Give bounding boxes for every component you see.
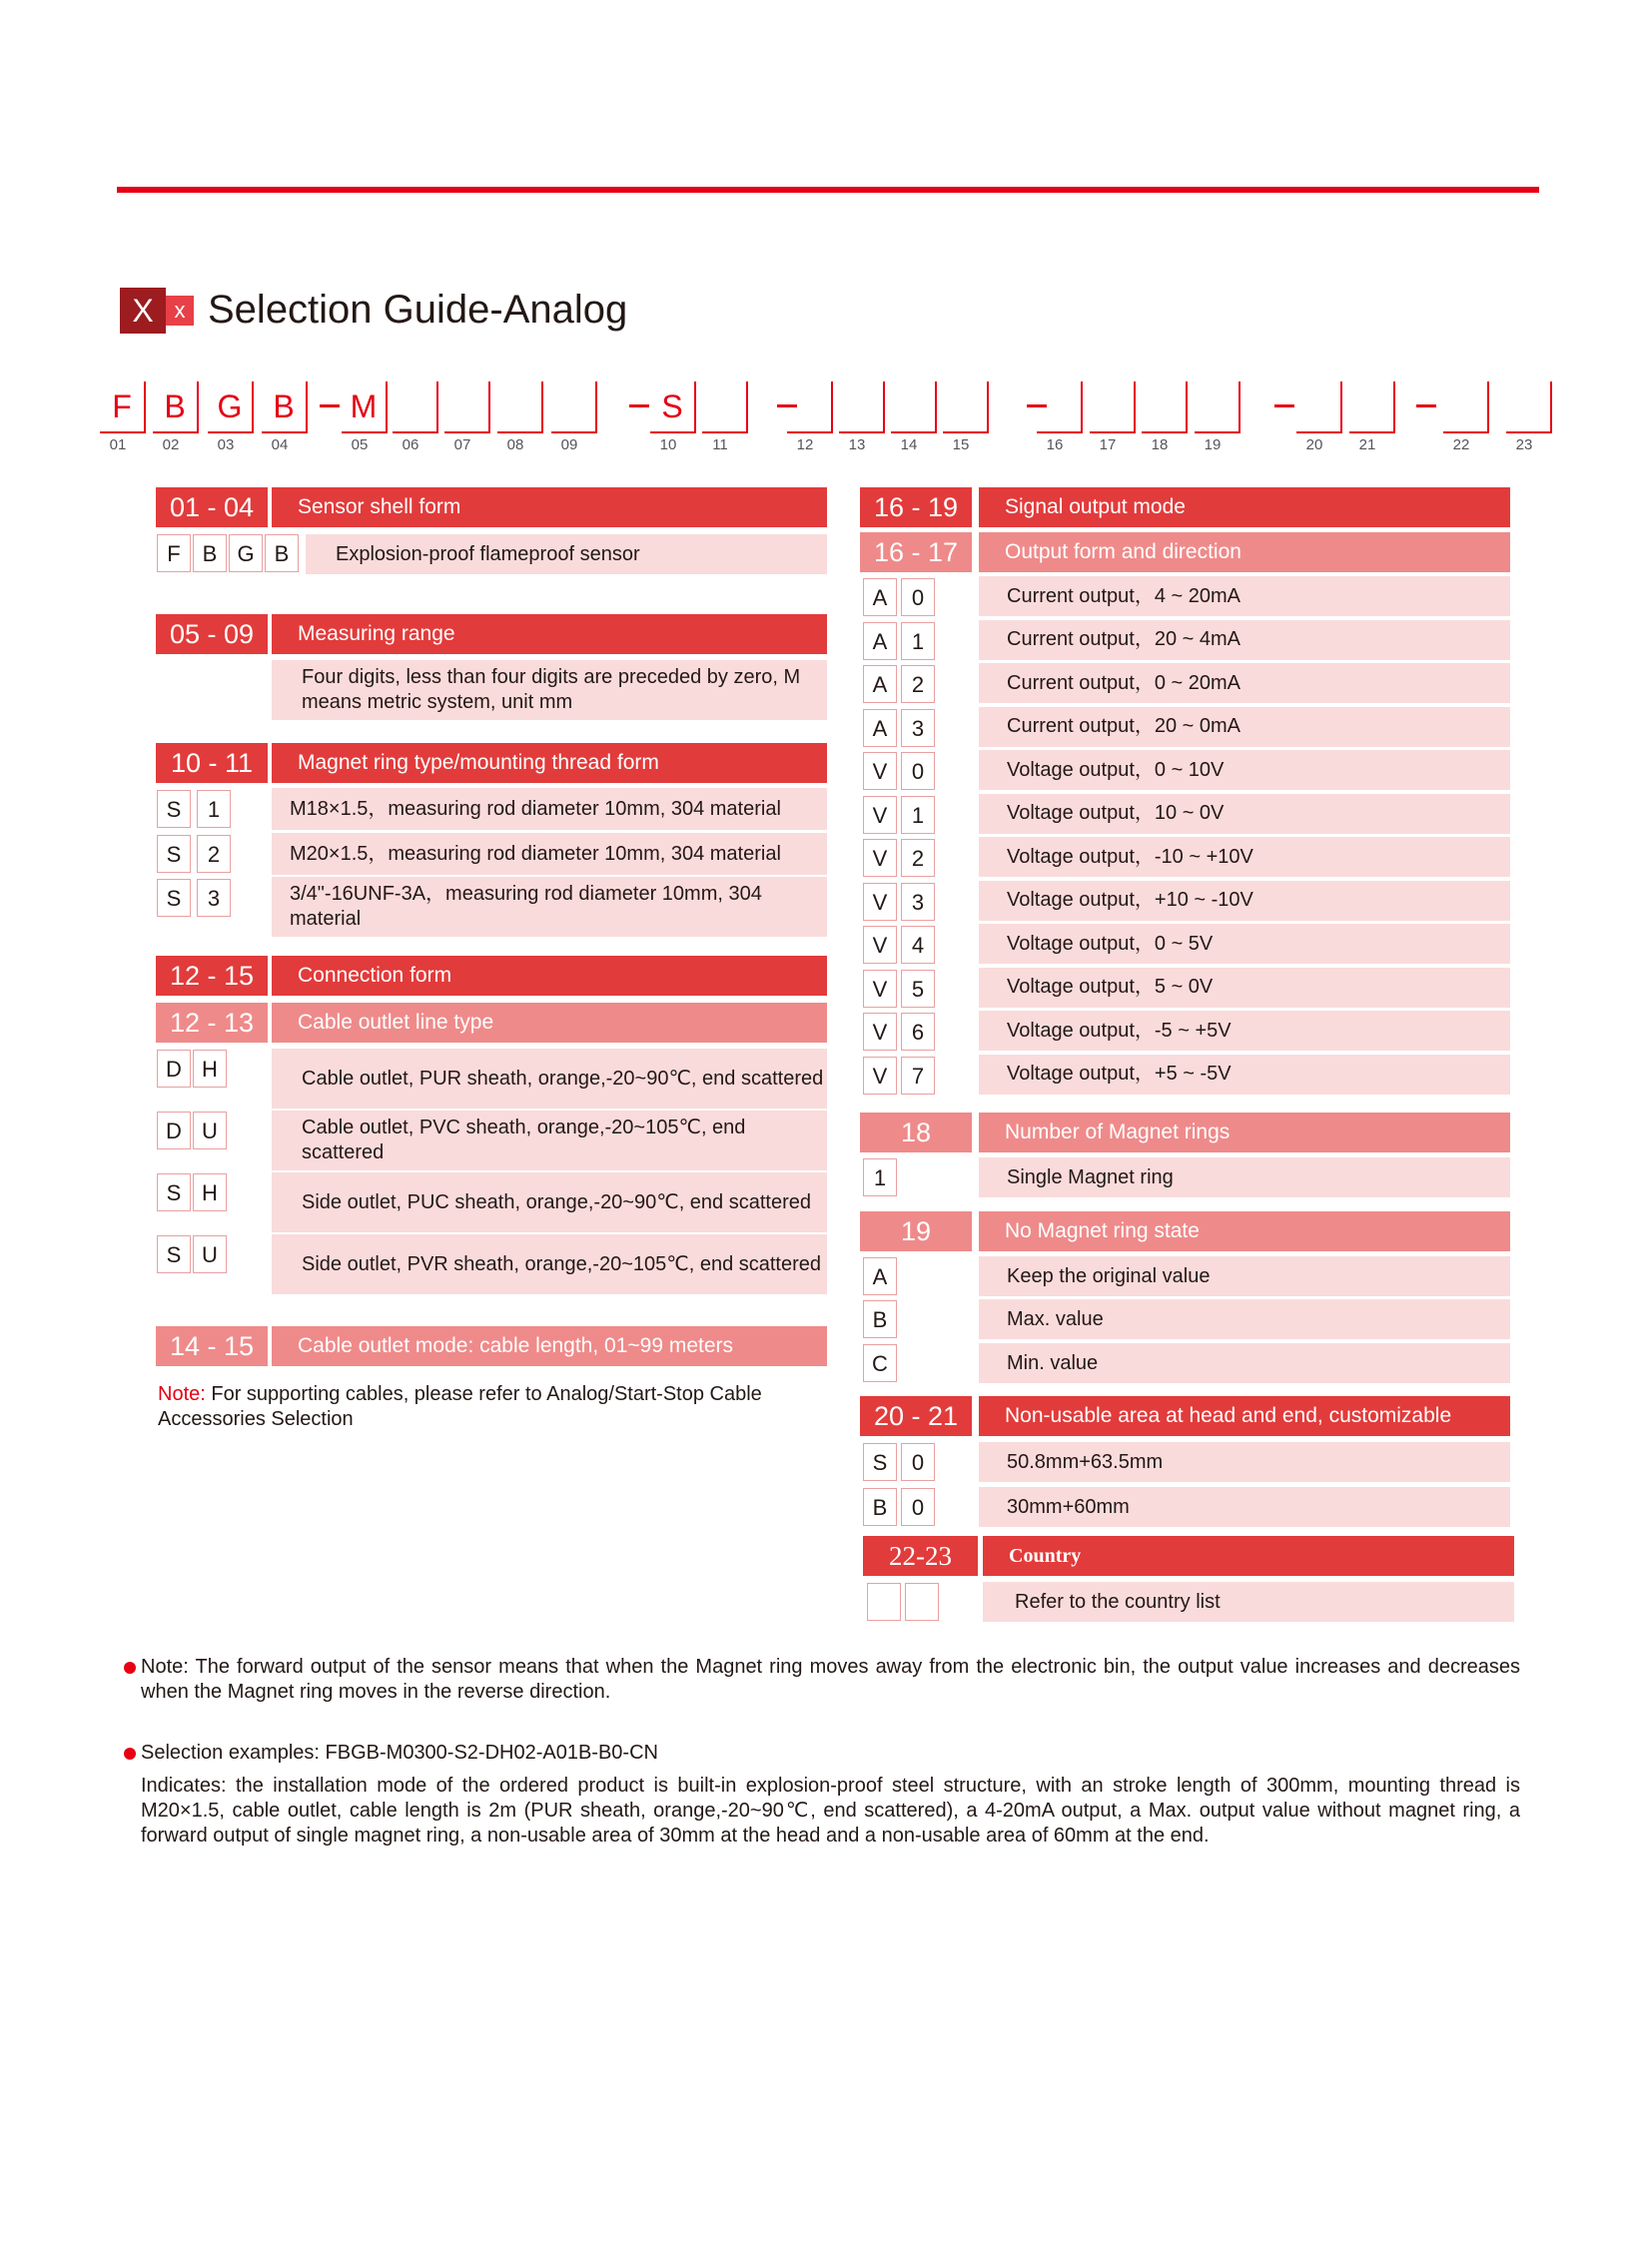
forward-output-note: Note: The forward output of the sensor means that when the Magnet ring moves away from the electronic bin, the output value increases and decreases when the Magnet ring moves in the reverse direction. <box>141 1656 1520 1703</box>
code-position-box <box>444 381 490 433</box>
code-cell: 1 <box>197 790 231 828</box>
code-cell: V <box>863 1057 897 1095</box>
section-title: Non-usable area at head and end, customizable <box>979 1396 1510 1436</box>
code-cell: A <box>863 1257 897 1295</box>
code-cell: S <box>157 879 191 917</box>
code-position-box <box>1037 381 1083 433</box>
code-cell: A <box>863 578 897 616</box>
code-cell: 1 <box>901 622 935 660</box>
code-position-number: 17 <box>1099 436 1117 453</box>
code-cell: 6 <box>901 1013 935 1051</box>
bullet-icon <box>124 1748 136 1760</box>
option-description: Explosion-proof flameproof sensor <box>306 534 827 574</box>
code-cell: U <box>193 1235 227 1273</box>
note-text: For supporting cables, please refer to Analog/Start-Stop Cable Accessories Selection <box>158 1383 762 1430</box>
code-position-number: 22 <box>1452 436 1470 453</box>
code-position-box: F <box>100 381 146 433</box>
section-title: Number of Magnet rings <box>979 1113 1510 1152</box>
section-badge-small: x <box>166 296 194 326</box>
option-description: M20×1.5，measuring rod diameter 10mm, 304 material <box>272 833 827 875</box>
option-description: Current output，0 ~ 20mA <box>979 663 1510 703</box>
code-position-box <box>891 381 937 433</box>
code-cell: 7 <box>901 1057 935 1095</box>
section-badge-large: X <box>120 288 166 334</box>
option-description: Voltage output，10 ~ 0V <box>979 794 1510 834</box>
option-description: Current output，20 ~ 4mA <box>979 620 1510 660</box>
section-title: No Magnet ring state <box>979 1211 1510 1251</box>
option-description: Refer to the country list <box>983 1582 1514 1622</box>
code-position-box <box>1195 381 1240 433</box>
code-cell: S <box>157 790 191 828</box>
option-description: Voltage output，-10 ~ +10V <box>979 837 1510 877</box>
code-cell: 0 <box>901 1443 935 1481</box>
code-position-number: 15 <box>952 436 970 453</box>
section-title: Cable outlet line type <box>272 1003 827 1043</box>
section-number: 14 - 15 <box>156 1326 268 1366</box>
code-position-box <box>1506 381 1552 433</box>
code-position-number: 02 <box>162 436 180 453</box>
code-cell: 2 <box>901 665 935 703</box>
code-cell: G <box>229 534 263 572</box>
section-number: 12 - 15 <box>156 956 268 996</box>
code-position-number: 07 <box>453 436 471 453</box>
code-cell: 0 <box>901 578 935 616</box>
code-position-number: 18 <box>1151 436 1169 453</box>
section-number: 22-23 <box>863 1536 978 1576</box>
code-cell: H <box>193 1173 227 1211</box>
code-position-box <box>551 381 597 433</box>
code-cell: 5 <box>901 970 935 1008</box>
code-position-number: 03 <box>217 436 235 453</box>
code-cell: D <box>157 1112 191 1149</box>
code-position-box <box>393 381 438 433</box>
section-title: Country <box>983 1536 1514 1576</box>
code-cell: 2 <box>901 839 935 877</box>
code-position-number: 05 <box>351 436 369 453</box>
code-cell: S <box>157 1173 191 1211</box>
code-cell: V <box>863 839 897 877</box>
code-cell: 3 <box>901 883 935 921</box>
code-position-number: 08 <box>506 436 524 453</box>
section-title: Signal output mode <box>979 487 1510 527</box>
option-description: Min. value <box>979 1343 1510 1383</box>
code-position-number: 06 <box>402 436 419 453</box>
section-number: 18 <box>860 1113 972 1152</box>
code-position-box <box>497 381 543 433</box>
code-cell: V <box>863 796 897 834</box>
section-title: Sensor shell form <box>272 487 827 527</box>
code-position-box: B <box>153 381 199 433</box>
code-separator <box>1416 404 1436 407</box>
code-position-number: 21 <box>1358 436 1376 453</box>
section-number: 05 - 09 <box>156 614 268 654</box>
code-position-number: 11 <box>712 436 728 453</box>
option-description: Cable outlet, PVC sheath, orange,-20~105℃, end scattered <box>272 1111 827 1170</box>
section-title: Connection form <box>272 956 827 996</box>
code-position-number: 14 <box>900 436 918 453</box>
section-title: Cable outlet mode: cable length, 01~99 meters <box>272 1326 827 1366</box>
code-cell: S <box>157 835 191 873</box>
top-rule <box>117 187 1539 193</box>
section-number: 10 - 11 <box>156 743 268 783</box>
option-description: Current output，4 ~ 20mA <box>979 576 1510 616</box>
code-cell: B <box>265 534 299 572</box>
code-cell: U <box>193 1112 227 1149</box>
code-cell: 0 <box>901 1488 935 1526</box>
code-cell: D <box>157 1050 191 1088</box>
code-cell: 3 <box>901 709 935 747</box>
option-description: Voltage output，0 ~ 10V <box>979 750 1510 790</box>
code-position-number: 13 <box>848 436 866 453</box>
option-description: Voltage output，+10 ~ -10V <box>979 881 1510 921</box>
code-position-box <box>702 381 748 433</box>
section-title: Magnet ring type/mounting thread form <box>272 743 827 783</box>
code-cell <box>867 1583 901 1621</box>
code-cell: S <box>157 1235 191 1273</box>
section-number: 01 - 04 <box>156 487 268 527</box>
option-description: Voltage output，0 ~ 5V <box>979 924 1510 964</box>
section-title: Output form and direction <box>979 532 1510 572</box>
option-description: M18×1.5，measuring rod diameter 10mm, 304 material <box>272 788 827 830</box>
selection-example-text: Indicates: the installation mode of the ordered product is built-in explosion-proof steel structure, with an stroke length of 300mm, mounting thread is M20×1.5, cable outlet, cable length is 2m (PUR sheath, orange,-20~90℃, end scattered), a 4-20mA output, a Max. output value without magnet ring, a forward output of single magnet ring, a non-usable area of 30mm at the head and a non-usable area of 60mm at the end. <box>141 1775 1520 1847</box>
code-cell: V <box>863 752 897 790</box>
code-position-box <box>943 381 989 433</box>
code-position-number: 10 <box>659 436 677 453</box>
code-position-box: B <box>262 381 308 433</box>
code-position-number: 01 <box>109 436 127 453</box>
option-description: Four digits, less than four digits are preceded by zero, M means metric system, unit mm <box>272 660 827 720</box>
code-cell: H <box>193 1050 227 1088</box>
code-cell: S <box>863 1443 897 1481</box>
code-cell: 1 <box>901 796 935 834</box>
code-position-box: G <box>208 381 254 433</box>
cable-note <box>158 1382 797 1432</box>
code-cell: 3 <box>197 879 231 917</box>
option-description: Voltage output，+5 ~ -5V <box>979 1055 1510 1095</box>
code-separator <box>777 404 797 407</box>
code-cell: C <box>863 1344 897 1382</box>
option-description: 50.8mm+63.5mm <box>979 1442 1510 1482</box>
option-description: Side outlet, PUC sheath, orange,-20~90℃, end scattered <box>272 1172 827 1232</box>
code-cell: B <box>863 1488 897 1526</box>
code-separator <box>320 404 340 407</box>
code-position-box: M <box>342 381 388 433</box>
option-description: Side outlet, PVR sheath, orange,-20~105℃, end scattered <box>272 1234 827 1294</box>
page-title: Selection Guide-Analog <box>208 288 628 332</box>
code-cell <box>905 1583 939 1621</box>
code-position-number: 19 <box>1204 436 1222 453</box>
option-description: Cable outlet, PUR sheath, orange,-20~90℃, end scattered <box>272 1049 827 1109</box>
code-position-box <box>1443 381 1489 433</box>
section-number: 20 - 21 <box>860 1396 972 1436</box>
code-position-box <box>1349 381 1395 433</box>
section-number: 16 - 17 <box>860 532 972 572</box>
code-position-box <box>1090 381 1136 433</box>
code-cell: 2 <box>197 835 231 873</box>
code-cell: A <box>863 709 897 747</box>
code-position-number: 09 <box>560 436 578 453</box>
code-position-box: S <box>650 381 696 433</box>
code-position-box <box>787 381 833 433</box>
code-cell: F <box>157 534 191 572</box>
bullet-icon <box>124 1662 136 1674</box>
code-position-number: 04 <box>271 436 289 453</box>
section-title: Measuring range <box>272 614 827 654</box>
code-cell: 4 <box>901 926 935 964</box>
code-cell: V <box>863 926 897 964</box>
code-cell: B <box>193 534 227 572</box>
code-position-box <box>1296 381 1342 433</box>
option-description: Voltage output，5 ~ 0V <box>979 968 1510 1008</box>
section-number: 16 - 19 <box>860 487 972 527</box>
code-separator <box>1027 404 1047 407</box>
note-label: Note: <box>158 1383 206 1405</box>
code-position-box <box>1142 381 1188 433</box>
code-cell: V <box>863 1013 897 1051</box>
code-cell: A <box>863 622 897 660</box>
code-position-number: 23 <box>1515 436 1533 453</box>
code-position-box <box>839 381 885 433</box>
code-cell: 1 <box>863 1158 897 1196</box>
code-separator <box>629 404 649 407</box>
option-description: Current output，20 ~ 0mA <box>979 707 1510 747</box>
code-cell: A <box>863 665 897 703</box>
option-description: Max. value <box>979 1299 1510 1339</box>
code-position-number: 16 <box>1046 436 1064 453</box>
selection-example-title: Selection examples: FBGB-M0300-S2-DH02-A01B-B0-CN <box>141 1742 658 1764</box>
code-cell: V <box>863 883 897 921</box>
option-description: Single Magnet ring <box>979 1157 1510 1197</box>
option-description: Voltage output，-5 ~ +5V <box>979 1011 1510 1051</box>
code-position-number: 12 <box>796 436 814 453</box>
section-number: 19 <box>860 1211 972 1251</box>
code-separator <box>1274 404 1294 407</box>
option-description: 30mm+60mm <box>979 1487 1510 1527</box>
option-description: Keep the original value <box>979 1256 1510 1296</box>
code-position-number: 20 <box>1305 436 1323 453</box>
code-cell: B <box>863 1300 897 1338</box>
code-cell: V <box>863 970 897 1008</box>
code-cell: 0 <box>901 752 935 790</box>
section-number: 12 - 13 <box>156 1003 268 1043</box>
option-description: 3/4"-16UNF-3A，measuring rod diameter 10mm, 304 material <box>272 877 827 937</box>
